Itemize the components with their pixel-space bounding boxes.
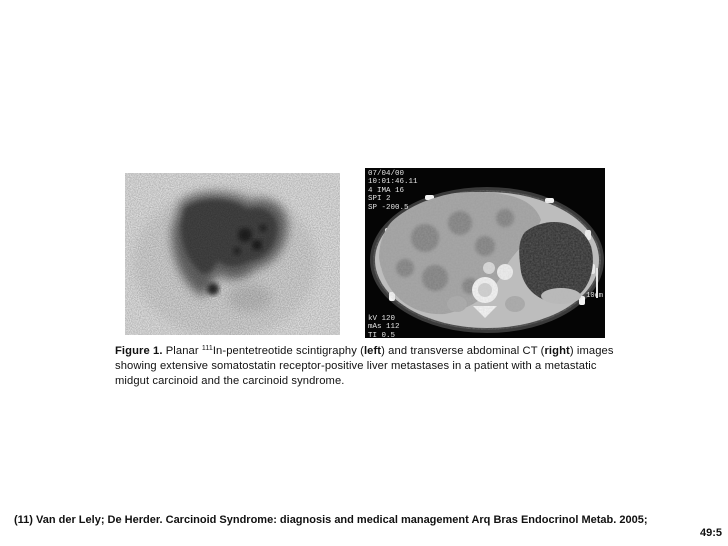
figure-caption <box>115 341 615 389</box>
ct-overlay-top <box>368 170 418 212</box>
citation-line-2: 49:5 <box>699 527 722 539</box>
caption-part3: ) and transverse abdominal CT ( <box>381 345 545 357</box>
caption-left-word: left <box>363 345 382 357</box>
caption-part1: Planar <box>162 345 202 357</box>
ct-scale-label: 10cm <box>586 292 603 300</box>
ct-ima: 4 IMA 16 <box>368 186 405 195</box>
caption-part4: ) images showing extensive somatostatin receptor-positive liver metastases in a patient with a metastatic midgut carcinoid and the carcinoid syndrome. <box>115 345 614 387</box>
ct-time: 10:01:46.11 <box>368 178 418 187</box>
ct-sp1: SPI 2 <box>368 195 391 204</box>
scintigraphy-graphic <box>125 173 340 335</box>
ct-date: 07/04/00 <box>368 170 405 178</box>
citation-line-1: (11) Van der Lely; De Herder. Carcinoid Syndrome: diagnosis and medical management Arq Bras Endocrinol Metab. 2005; <box>14 514 648 526</box>
scintigraphy-image <box>125 173 340 335</box>
caption-part2: In-pentetreotide scintigraphy ( <box>212 345 364 357</box>
figure-label: Figure 1. <box>115 345 163 357</box>
ct-tl: TI 0.5 <box>368 331 396 338</box>
isotope-superscript: 111 <box>201 345 213 352</box>
ct-sp2: SP -200.5 <box>368 203 409 212</box>
ct-mas: mAs 112 <box>368 323 400 332</box>
ct-overlay-bottom <box>368 315 400 338</box>
caption-right-word: right <box>544 345 570 357</box>
ct-kv: kV 120 <box>368 315 396 323</box>
ct-scan-image <box>365 168 605 338</box>
